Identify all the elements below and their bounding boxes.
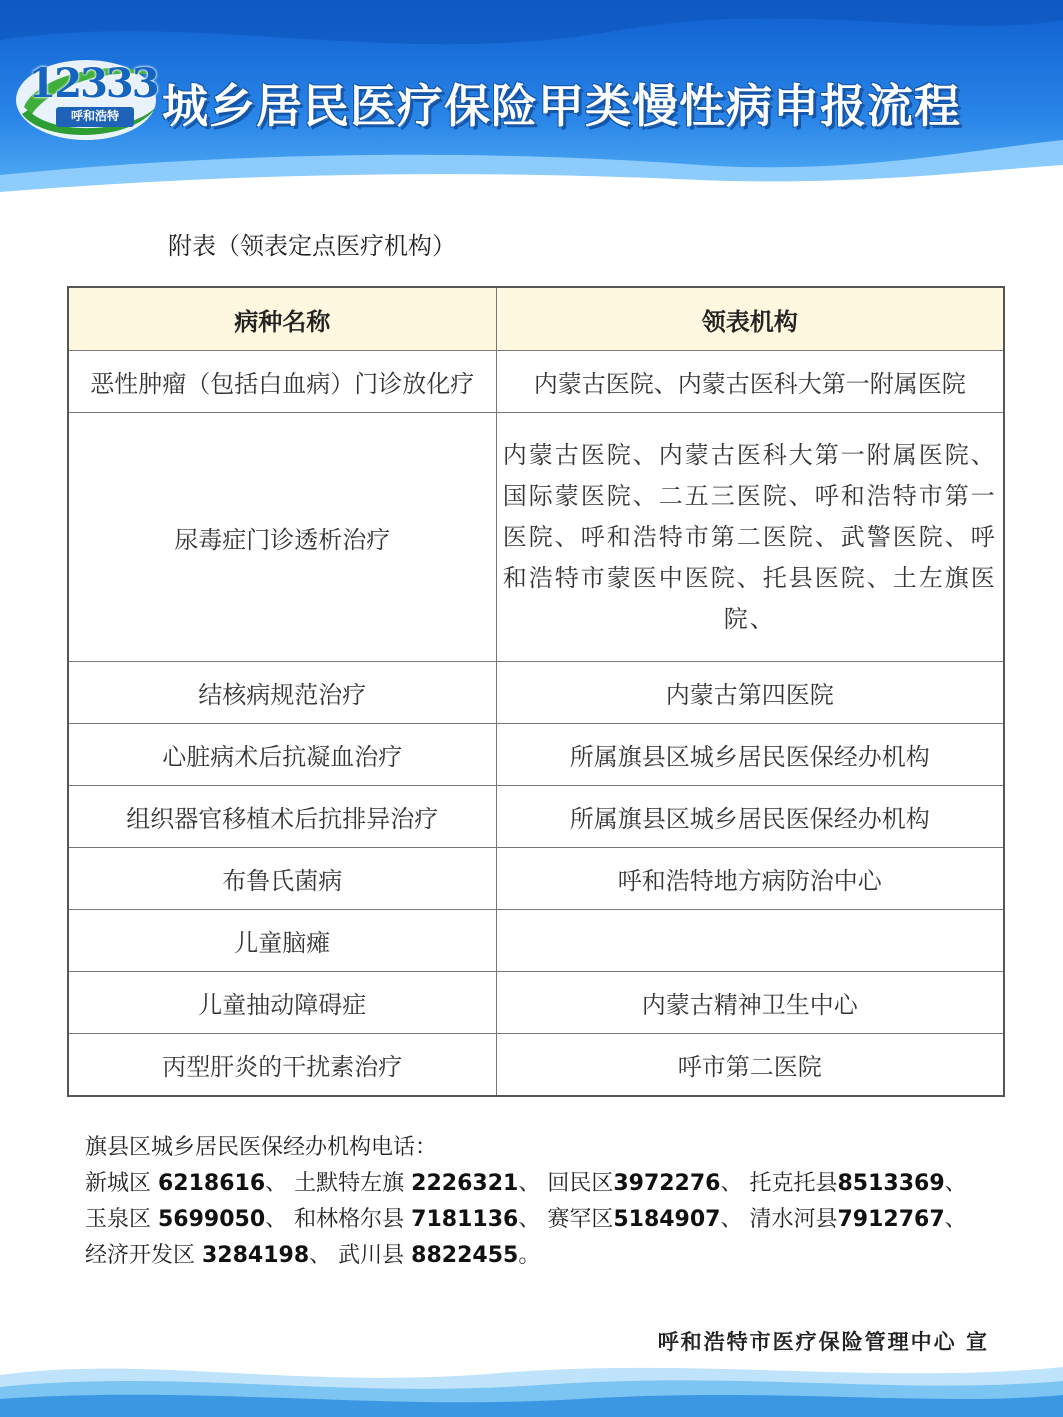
table-header-row [68,287,1004,351]
district-name: 清水河县 [749,1207,838,1232]
district-name: 经济开发区 [85,1243,202,1268]
district-name: 托克托县 [749,1171,838,1196]
institution-cell [496,910,1004,972]
phone-number: 5184907 [613,1207,721,1232]
district-name: 武川县 [338,1243,412,1268]
table-row [68,724,1004,786]
disease-cell: 结核病规范治疗 [68,662,496,724]
logo-number: 12333 [28,60,158,107]
institution-cell: 内蒙古医院、内蒙古医科大第一附属医院、国际蒙医院、二五三医院、呼和浩特市第一医院、呼和浩特市第二医院、武警医院、呼和浩特市蒙医中医院、托县医院、土左旗医院、 [496,413,1004,662]
logo-12333 [14,52,164,147]
institution-cell: 内蒙古精神卫生中心 [496,972,1004,1034]
page-title: 城乡居民医疗保险甲类慢性病申报流程 [162,79,961,133]
separator: 、 [265,1207,295,1232]
phone-number: 8513369 [837,1171,945,1196]
disease-cell: 恶性肿瘤（包括白血病）门诊放化疗 [68,351,496,413]
header-banner [0,0,1063,200]
separator: 、 [518,1207,548,1232]
disease-cell: 组织器官移植术后抗排异治疗 [68,786,496,848]
district-name: 玉泉区 [85,1207,158,1232]
phone-number: 5699050 [158,1207,266,1232]
district-name: 赛罕区 [547,1207,614,1232]
separator: 、 [944,1207,967,1232]
separator: 、 [944,1171,967,1196]
table-caption: 附表（领表定点医疗机构） [168,232,456,260]
disease-cell: 丙型肝炎的干扰素治疗 [68,1034,496,1097]
institution-table [67,286,1005,1097]
table-row [68,351,1004,413]
disease-cell: 儿童脑瘫 [68,910,496,972]
district-name: 土默特左旗 [294,1171,412,1196]
table-row [68,662,1004,724]
separator: 。 [518,1243,541,1268]
institution-cell: 所属旗县区城乡居民医保经办机构 [496,724,1004,786]
issuer-signature: 呼和浩特市医疗保险管理中心 宣 [657,1329,989,1354]
institution-cell: 内蒙古第四医院 [496,662,1004,724]
phone-line [85,1166,967,1202]
phone-number: 8822455 [411,1243,519,1268]
table-row [68,786,1004,848]
phone-directory [85,1130,967,1274]
disease-cell: 儿童抽动障碍症 [68,972,496,1034]
phone-line [85,1202,967,1238]
phone-number: 7181136 [411,1207,519,1232]
phone-number: 7912767 [837,1207,945,1232]
disease-cell: 尿毒症门诊透析治疗 [68,413,496,662]
disease-cell: 心脏病术后抗凝血治疗 [68,724,496,786]
phone-line [85,1238,967,1274]
logo-subtitle: 呼和浩特 [56,107,134,127]
institution-cell: 内蒙古医院、内蒙古医科大第一附属医院 [496,351,1004,413]
district-name: 新城区 [85,1171,158,1196]
column-header-disease: 病种名称 [68,287,496,351]
separator: 、 [265,1171,295,1196]
district-name: 和林格尔县 [294,1207,412,1232]
phone-number: 2226321 [411,1171,519,1196]
footer-wave-decoration [0,1355,1063,1417]
district-name: 回民区 [547,1171,614,1196]
phone-number: 6218616 [158,1171,266,1196]
table-row [68,972,1004,1034]
disease-cell: 布鲁氏菌病 [68,848,496,910]
institution-cell: 所属旗县区城乡居民医保经办机构 [496,786,1004,848]
separator: 、 [720,1171,750,1196]
table-row [68,1034,1004,1097]
phone-number: 3284198 [202,1243,310,1268]
table-row [68,910,1004,972]
phone-heading: 旗县区城乡居民医保经办机构电话： [85,1135,438,1160]
separator: 、 [720,1207,750,1232]
institution-cell: 呼和浩特地方病防治中心 [496,848,1004,910]
phone-number: 3972276 [613,1171,721,1196]
separator: 、 [518,1171,548,1196]
table-row [68,848,1004,910]
institution-cell: 呼市第二医院 [496,1034,1004,1097]
table-row [68,413,1004,662]
separator: 、 [309,1243,339,1268]
column-header-institution: 领表机构 [496,287,1004,351]
